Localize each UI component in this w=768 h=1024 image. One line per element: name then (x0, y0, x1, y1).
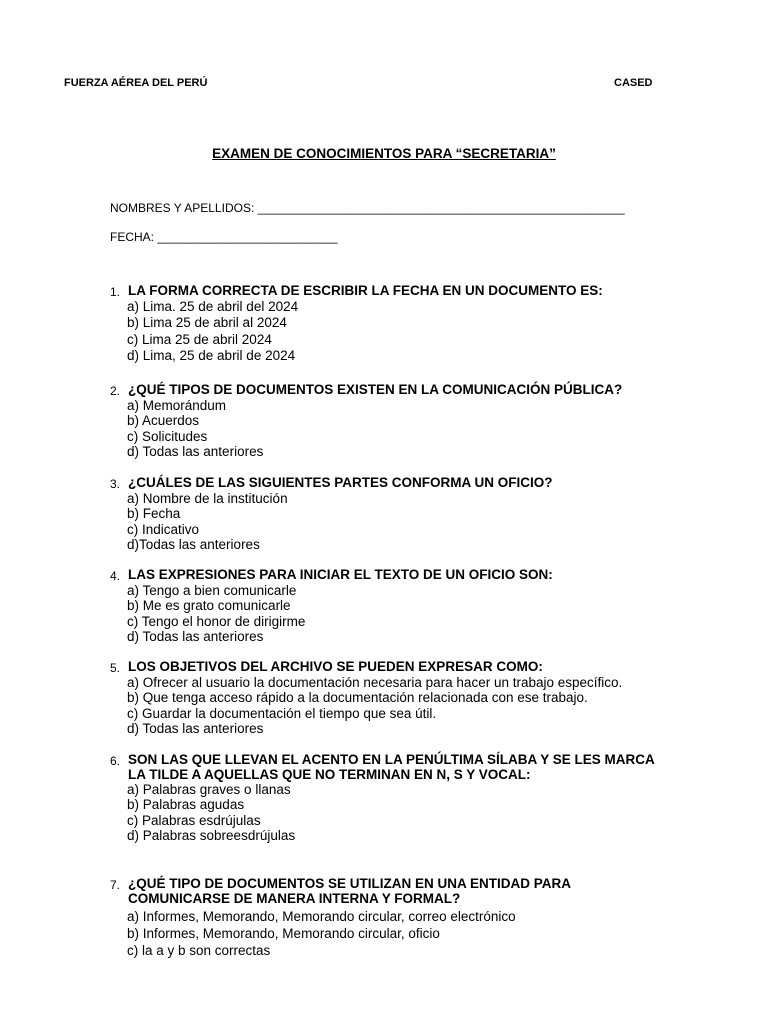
question-4 (110, 567, 670, 644)
question-1 (110, 283, 670, 364)
option: b) Lima 25 de abril al 2024 (127, 315, 287, 331)
option: b) Palabras agudas (127, 797, 245, 813)
question-text: LOS OBJETIVOS DEL ARCHIVO SE PUEDEN EXPRESAR COMO: (128, 659, 543, 674)
option: a) Nombre de la institución (127, 491, 288, 506)
option: b) Acuerdos (127, 413, 200, 429)
question-text: LAS EXPRESIONES PARA INICIAR EL TEXTO DE UN OFICIO SON: (128, 567, 553, 582)
option: b) Informes, Memorando, Memorando circular, oficio (127, 926, 440, 941)
option: a) Informes, Memorando, Memorando circular, correo electrónico (127, 909, 516, 924)
question-text: SON LAS QUE LLEVAN EL ACENTO EN LA PENÚLTIMA SÍLABA Y SE LES MARCA LA TILDE A AQUELLAS QUE NO TERMINAN EN N, S Y VOCAL: (128, 752, 655, 782)
option: d) Todas las anteriores (127, 720, 264, 736)
option: c) Indicativo (127, 521, 200, 537)
option: a) Lima. 25 de abril del 2024 (127, 299, 299, 314)
option: b) Que tenga acceso rápido a la documentación relacionada con ese trabajo. (127, 690, 588, 706)
question-number: 6. (110, 754, 121, 768)
option: b) Me es grato comunicarle (127, 598, 291, 614)
option: d) Palabras sobreesdrújulas (127, 827, 296, 843)
option: b) Fecha (127, 506, 181, 522)
exam-title: EXAMEN DE CONOCIMIENTOS PARA “SECRETARIA” (212, 146, 556, 161)
option: d) Lima, 25 de abril de 2024 (127, 347, 296, 363)
option: d) Todas las anteriores (127, 628, 264, 644)
header-organization: FUERZA AÉREA DEL PERÚ (64, 77, 208, 89)
question-3 (110, 475, 670, 552)
question-text: ¿CUÁLES DE LAS SIGUIENTES PARTES CONFORMA UN OFICIO? (128, 475, 553, 490)
option: a) Memorándum (127, 398, 227, 413)
option: a) Palabras graves o llanas (127, 782, 291, 797)
option: c) Palabras esdrújulas (127, 812, 261, 828)
question-7 (110, 876, 670, 959)
question-6 (110, 752, 670, 843)
header-code: CASED (614, 77, 653, 89)
option: a) Ofrecer al usuario la documentación necesaria para hacer un trabajo específico. (127, 675, 623, 690)
question-text: LA FORMA CORRECTA DE ESCRIBIR LA FECHA EN UN DOCUMENTO ES: (128, 283, 603, 298)
question-2 (110, 382, 670, 459)
names-field: NOMBRES Y APELLIDOS: _______________________________________________________ (110, 201, 625, 215)
option: d) Todas las anteriores (127, 443, 264, 459)
option: a) Tengo a bien comunicarle (127, 583, 297, 598)
option: c) la a y b son correctas (127, 943, 271, 958)
question-number: 4. (110, 569, 121, 583)
question-text: ¿QUÉ TIPO DE DOCUMENTOS SE UTILIZAN EN UNA ENTIDAD PARA COMUNICARSE DE MANERA INTERNA Y FORMAL? (128, 876, 571, 906)
question-number: 5. (110, 661, 121, 675)
question-text: ¿QUÉ TIPOS DE DOCUMENTOS EXISTEN EN LA COMUNICACIÓN PÚBLICA? (128, 382, 623, 397)
option: c) Tengo el honor de dirigirme (127, 613, 306, 629)
question-number: 3. (110, 477, 121, 491)
question-number: 2. (110, 384, 121, 398)
question-number: 1. (110, 285, 121, 299)
option: d)Todas las anteriores (127, 536, 260, 552)
question-number: 7. (110, 878, 121, 892)
option: c) Guardar la documentación el tiempo que sea útil. (127, 705, 437, 721)
question-5 (110, 659, 670, 736)
option: c) Solicitudes (127, 428, 208, 444)
option: c) Lima 25 de abril 2024 (127, 331, 272, 347)
date-field: FECHA: ___________________________ (110, 230, 338, 244)
